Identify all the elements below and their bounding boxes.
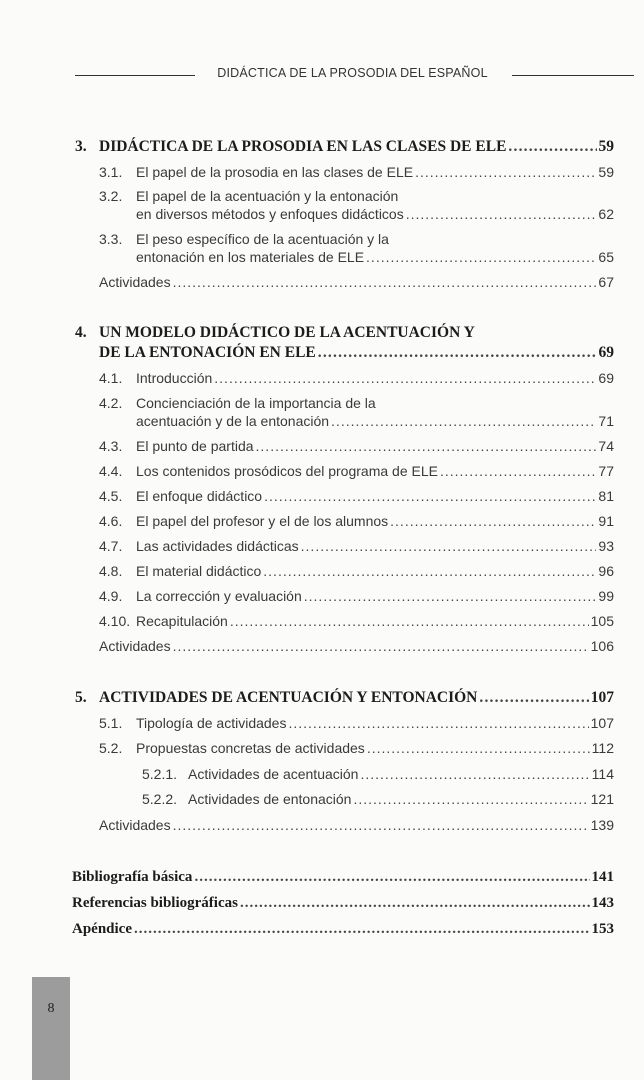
section-title-cont: entonación en los materiales de ELE <box>136 249 365 265</box>
toc-item-4-3 <box>99 438 614 454</box>
section-title: Las actividades didácticas <box>136 538 299 554</box>
toc-apendice <box>72 921 614 938</box>
section-number: 5.2.1. <box>142 766 178 782</box>
toc-activities-3 <box>99 274 614 290</box>
section-page: 59 <box>598 164 614 180</box>
toc-item-4-6 <box>99 513 614 529</box>
section-title: Concienciación de la importancia de la <box>136 395 376 411</box>
toc-chapter-5 <box>75 689 614 707</box>
toc-item-4-10 <box>99 613 614 629</box>
section-title-cont: en diversos métodos y enfoques didácticos <box>136 206 404 222</box>
section-title: Introducción <box>136 370 213 386</box>
chapter-title: DIDÁCTICA DE LA PROSODIA EN LAS CLASES DE ELE <box>99 138 507 155</box>
toc-item-4-4 <box>99 463 614 479</box>
activities-label: Actividades <box>99 274 171 290</box>
section-page: 96 <box>598 563 614 579</box>
running-head <box>0 66 644 86</box>
toc-chapter-3 <box>75 138 614 156</box>
section-title: Propuestas concretas de actividades <box>136 740 365 756</box>
toc-chapter-4 <box>99 344 614 362</box>
section-page: 91 <box>598 513 614 529</box>
chapter-page: 59 <box>598 138 614 155</box>
activities-page: 67 <box>598 274 614 290</box>
activities-page: 106 <box>590 638 614 654</box>
section-page: 93 <box>598 538 614 554</box>
chapter-number: 4. <box>75 324 87 341</box>
chapter-title: UN MODELO DIDÁCTICO DE LA ACENTUACIÓN Y <box>99 324 475 341</box>
toc-bibliografia-basica <box>72 869 614 886</box>
section-page: 81 <box>598 488 614 504</box>
section-number: 4.1. <box>99 370 123 386</box>
section-title: El papel del profesor y el de los alumnos <box>136 513 389 529</box>
section-page: 77 <box>598 463 614 479</box>
section-page: 112 <box>591 740 614 756</box>
section-title-cont: acentuación y de la entonación <box>136 413 330 429</box>
section-title: Tipología de actividades <box>136 715 287 731</box>
toc-item-3-2-cont <box>136 206 614 222</box>
toc-item-3-3-cont <box>136 249 614 265</box>
section-number: 4.8. <box>99 563 123 579</box>
section-page: 62 <box>598 206 614 222</box>
page-number-tab <box>32 977 70 1080</box>
section-number: 5.2.2. <box>142 791 178 807</box>
chapter-page: 107 <box>590 689 614 706</box>
section-title: El papel de la prosodia en las clases de ELE <box>136 164 414 180</box>
section-number: 4.4. <box>99 463 123 479</box>
toc-activities-4 <box>99 638 614 654</box>
section-title: El material didáctico <box>136 563 262 579</box>
running-head-rule-right <box>512 75 634 76</box>
section-number: 3.3. <box>99 231 123 247</box>
back-matter-title: Referencias bibliográficas <box>72 895 238 911</box>
section-number: 4.10. <box>99 613 131 629</box>
section-number: 5.2. <box>99 740 123 756</box>
section-number: 3.1. <box>99 164 123 180</box>
section-page: 105 <box>590 613 614 629</box>
section-title: El punto de partida <box>136 438 254 454</box>
toc-chapter-4-title-line1 <box>75 324 475 342</box>
section-number: 4.9. <box>99 588 123 604</box>
chapter-title: ACTIVIDADES DE ACENTUACIÓN Y ENTONACIÓN <box>99 689 478 706</box>
section-title: Los contenidos prosódicos del programa de ELE <box>136 463 438 479</box>
toc-item-4-8 <box>99 563 614 579</box>
section-title: Recapitulación <box>136 613 228 629</box>
section-page: 99 <box>598 588 614 604</box>
toc-item-4-2-cont <box>136 413 614 429</box>
toc-item-3-1 <box>99 164 614 180</box>
section-number: 3.2. <box>99 188 123 204</box>
toc-item-4-9 <box>99 588 614 604</box>
chapter-page: 69 <box>598 344 614 361</box>
toc-item-5-2-1 <box>142 766 614 782</box>
section-number: 4.5. <box>99 488 123 504</box>
section-page: 121 <box>590 791 614 807</box>
section-page: 69 <box>598 370 614 386</box>
section-page: 107 <box>590 715 614 731</box>
section-number: 4.3. <box>99 438 123 454</box>
back-matter-page: 153 <box>591 921 614 937</box>
activities-label: Actividades <box>99 817 171 833</box>
toc-item-4-1 <box>99 370 614 386</box>
back-matter-title: Bibliografía básica <box>72 869 193 885</box>
toc-item-5-1 <box>99 715 614 731</box>
activities-page: 139 <box>590 817 614 833</box>
toc-item-3-2 <box>99 188 614 204</box>
toc-item-4-7 <box>99 538 614 554</box>
section-title: El papel de la acentuación y la entonación <box>136 188 399 204</box>
section-page: 71 <box>598 413 614 429</box>
toc-item-5-2-2 <box>142 791 614 807</box>
toc-item-4-5 <box>99 488 614 504</box>
back-matter-title: Apéndice <box>72 921 132 937</box>
toc-item-4-2 <box>99 395 614 411</box>
activities-label: Actividades <box>99 638 171 654</box>
running-head-title: DIDÁCTICA DE LA PROSODIA DEL ESPAÑOL <box>217 66 488 80</box>
section-title: Actividades de acentuación <box>188 766 359 782</box>
section-number: 4.6. <box>99 513 123 529</box>
toc-referencias-bibliograficas <box>72 895 614 912</box>
back-matter-page: 143 <box>591 895 614 911</box>
section-number: 4.2. <box>99 395 123 411</box>
toc-activities-5 <box>99 817 614 833</box>
section-title: Actividades de entonación <box>188 791 352 807</box>
section-title: El enfoque didáctico <box>136 488 263 504</box>
chapter-number: 5. <box>75 689 87 706</box>
section-page: 65 <box>598 249 614 265</box>
section-title: El peso específico de la acentuación y la <box>136 231 389 247</box>
page-number: 8 <box>47 1001 55 1016</box>
running-head-rule-left <box>75 75 195 76</box>
section-page: 74 <box>598 438 614 454</box>
chapter-number: 3. <box>75 138 87 155</box>
section-number: 4.7. <box>99 538 123 554</box>
back-matter-page: 141 <box>591 869 614 885</box>
toc-item-5-2 <box>99 740 614 756</box>
section-page: 114 <box>591 766 614 782</box>
toc-item-3-3 <box>99 231 614 247</box>
section-title: La corrección y evaluación <box>136 588 302 604</box>
section-number: 5.1. <box>99 715 123 731</box>
chapter-title-cont: DE LA ENTONACIÓN EN ELE <box>99 344 316 361</box>
